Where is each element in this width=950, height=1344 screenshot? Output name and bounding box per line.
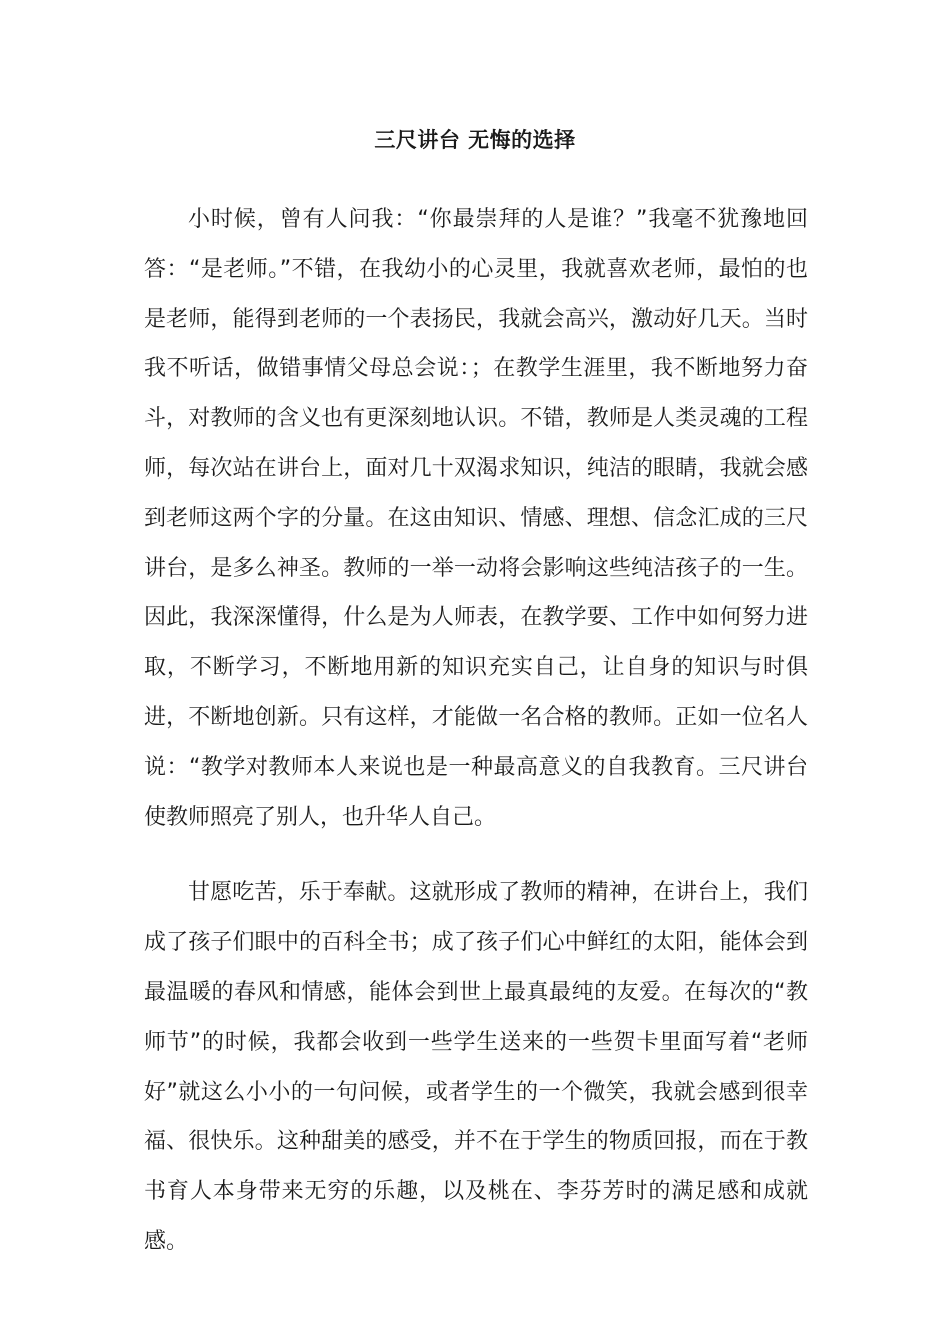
paragraph-1: 小时候，曾有人问我：“你最崇拜的人是谁？”我毫不犹豫地回答：“是老师。”不错，在我幼小的心灵里，我就喜欢老师，最怕的也是老师，能得到老师的一个表扬民，我就会高兴，激动好几天。当时我不听话，做错事情父母总会说：；在教学生涯里，我不断地努力奋斗，对教师的含义也有更深刻地认识。不错，教师是人类灵魂的工程师，每次站在讲台上，面对几十双渴求知识，纯洁的眼睛，我就会感到老师这两个字的分量。在这由知识、情感、理想、信念汇成的三尺讲台，是多么神圣。教师的一举一动将会影响这些纯洁孩子的一生。因此，我深深懂得，什么是为人师表，在教学要、工作中如何努力进取，不断学习，不断地用新的知识充实自己，让自身的知识与时俱进，不断地创新。只有这样，才能做一名合格的教师。正如一位名人说：“教学对教师本人来说也是一种最高意义的自我教育。三尺讲台使教师照亮了别人，也升华人自己。 — [144, 207, 808, 830]
document-title: 三尺讲台 无悔的选择 — [374, 128, 576, 152]
paragraph-2: 甘愿吃苦，乐于奉献。这就形成了教师的精神，在讲台上，我们成了孩子们眼中的百科全书；成了孩子们心中鲜红的太阳，能体会到最温暖的春风和情感，能体会到世上最真最纯的友爱。在每次的“教师节”的时候，我都会收到一些学生送来的一些贺卡里面写着“老师好”就这么小小的一句问候，或者学生的一个微笑，我就会感到很幸福、很快乐。这种甜美的感受，并不在于学生的物质回报，而在于教书育人本身带来无穷的乐趣，以及桃在、李芬芳时的满足感和成就感。 — [144, 880, 808, 1254]
document-body — [144, 195, 808, 1267]
